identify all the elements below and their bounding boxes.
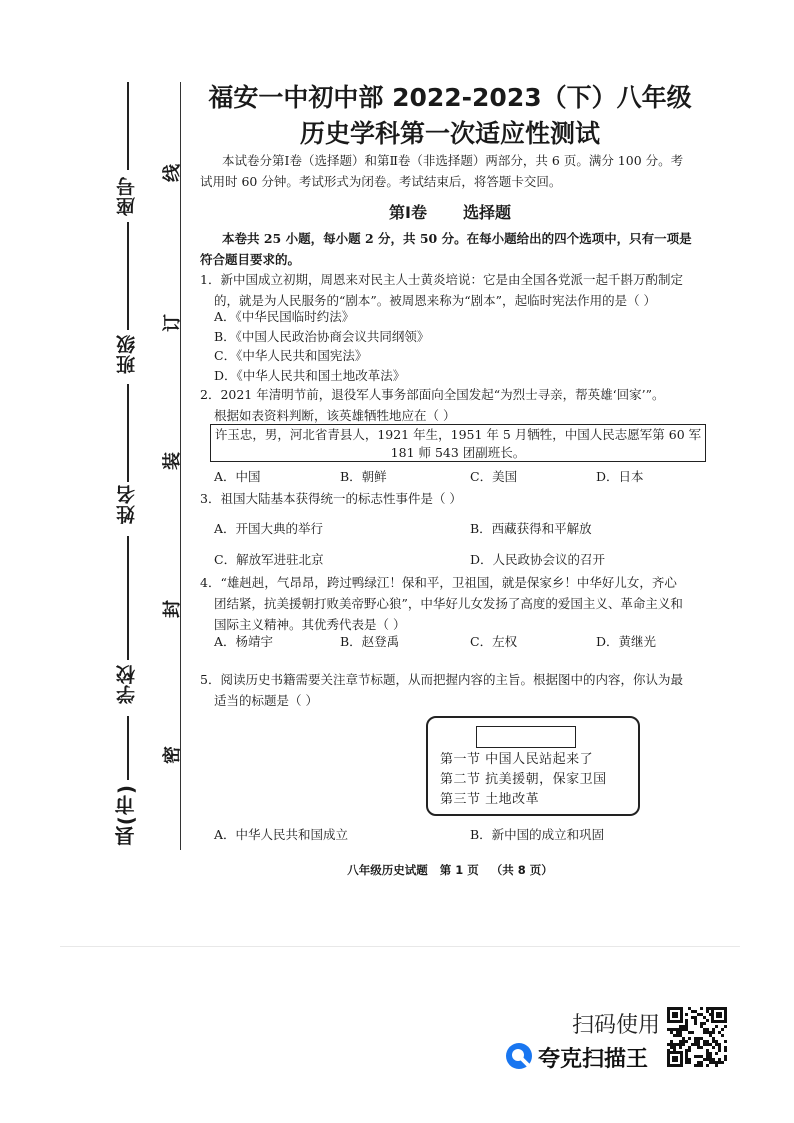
scan-prompt: 扫码使用 (572, 1013, 661, 1038)
question-4: 4．“雄赳赳，气昂昂，跨过鸭绿江！保和平，卫祖国，就是保家乡！中华好儿女，齐心 团结紧，抗美援朝打败美帝野心狼”，中华好儿女发扬了高度的爱国主义、革命主义和 国际主义精神。其优秀代表是（ ） (200, 575, 683, 632)
q1-option-d: D．《中华人民共和国土地改革法》 (214, 368, 406, 383)
q2-option-c: C．美国 (470, 469, 518, 484)
name-blank (127, 384, 129, 482)
seat-number-label: 座号 (116, 176, 138, 216)
school-label: 学校 (116, 664, 138, 704)
binding-mark-ding: 订 (162, 314, 183, 332)
seat-number-blank (127, 82, 129, 170)
binding-mark-mi: 密 (162, 746, 183, 764)
section-heading: 第Ⅰ卷 选择题 (389, 203, 511, 222)
exam-subtitle: 历史学科第一次适应性测试 (299, 119, 600, 148)
chapter-section-3: 第三节 土地改革 (440, 792, 540, 807)
binding-mark-xian: 线 (162, 164, 183, 182)
q3-option-b: B．西藏获得和平解放 (470, 521, 592, 536)
q4-option-a: A．杨靖宇 (214, 634, 274, 649)
chapter-title-blank (476, 726, 576, 748)
binding-mark-zhuang: 装 (162, 452, 183, 470)
chapter-outline-figure (426, 716, 640, 816)
scanner-brand: 夸克扫描王 (538, 1047, 649, 1072)
question-3: 3．祖国大陆基本获得统一的标志性事件是（ ） (200, 491, 462, 506)
question-1: 1．新中国成立初期，周恩来对民主人士黄炎培说：它是由全国各党派一起千斟万酌制定 的，就是为人民服务的“剧本”。被周恩来称为“剧本”，起临时宪法作用的是（ ） (200, 272, 683, 308)
q1-option-c: C．《中华人民共和国宪法》 (214, 348, 368, 363)
chapter-section-1: 第一节 中国人民站起来了 (440, 752, 594, 767)
hero-info-box: 许玉忠，男，河北省青县人，1921 年生，1951 年 5 月牺牲，中国人民志愿军第 60 军 181 师 543 团副班长。 (210, 424, 706, 462)
class-blank (127, 222, 129, 330)
q4-option-d: D．黄继光 (596, 634, 657, 649)
q1-option-b: B．《中国人民政治协商会议共同纲领》 (214, 329, 430, 344)
name-label: 姓名 (116, 484, 138, 524)
question-2: 2．2021 年清明节前，退役军人事务部面向全国发起“为烈士寻亲，帮英雄‘回家’”。 根据如表资料判断，该英雄牺牲地应在（ ） (200, 387, 665, 423)
county-label: 县(市) (114, 784, 138, 847)
chapter-section-2: 第二节 抗美援朝，保家卫国 (440, 772, 607, 787)
quark-logo-icon (505, 1042, 533, 1070)
scan-separator (60, 946, 740, 947)
page-footer: 八年级历史试题 第 1 页 （共 8 页） (347, 863, 553, 877)
q2-option-a: A．中国 (214, 469, 261, 484)
instructions: 本试卷分第Ⅰ卷（选择题）和第Ⅱ卷（非选择题）两部分，共 6 页。满分 100 分。考 试用时 60 分钟。考试形式为闭卷。考试结束后，将答题卡交回。 (200, 153, 684, 189)
school-blank (127, 536, 129, 660)
qr-code-icon[interactable] (666, 1006, 728, 1068)
q4-option-b: B．赵登禹 (340, 634, 400, 649)
q3-option-d: D．人民政协会议的召开 (470, 552, 606, 567)
q4-option-c: C．左权 (470, 634, 518, 649)
q1-option-a: A．《中华民国临时约法》 (214, 309, 355, 324)
q2-option-d: D．日本 (596, 469, 644, 484)
q3-option-c: C．解放军进驻北京 (214, 552, 324, 567)
county-blank (127, 716, 129, 780)
q5-option-a: A．中华人民共和国成立 (214, 827, 349, 842)
exam-title: 福安一中初中部 2022-2023（下）八年级 (208, 83, 692, 112)
q5-option-b: B．新中国的成立和巩固 (470, 827, 605, 842)
q2-option-b: B．朝鲜 (340, 469, 387, 484)
binding-mark-feng: 封 (162, 600, 183, 618)
class-label: 班级 (116, 334, 138, 374)
section-description: 本卷共 25 小题，每小题 2 分，共 50 分。在每小题给出的四个选项中，只有一项是 符合题目要求的。 (200, 231, 692, 267)
q3-option-a: A．开国大典的举行 (214, 521, 324, 536)
question-5: 5．阅读历史书籍需要关注章节标题，从而把握内容的主旨。根据图中的内容，你认为最 适当的标题是（ ） (200, 672, 683, 708)
